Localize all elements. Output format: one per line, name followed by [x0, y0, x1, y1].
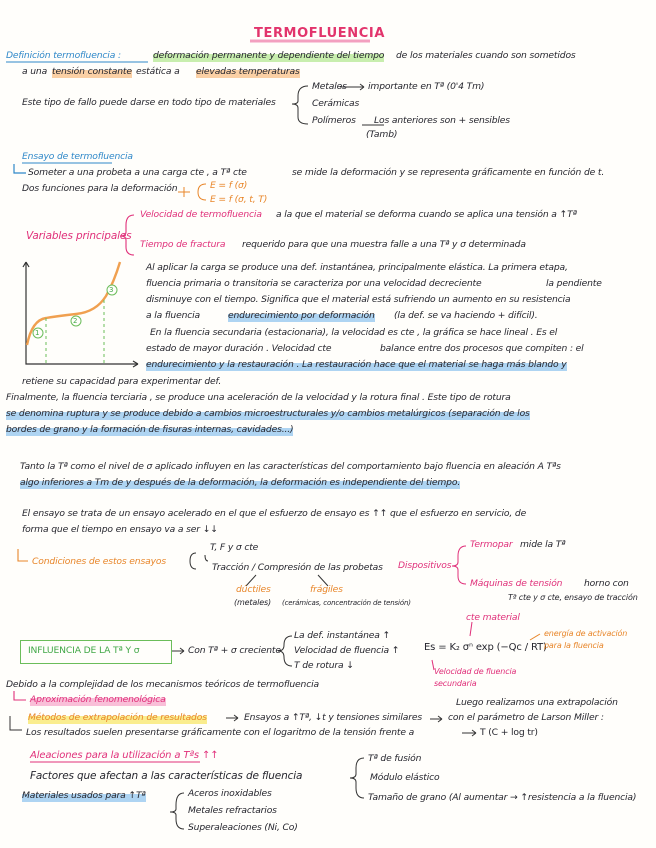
etapas-l8: retiene su capacidad para experimentar def.: [22, 376, 222, 387]
metodos: Métodos de extrapolación de resultados: [28, 712, 207, 723]
condiciones-label: Condiciones de estos ensayos: [32, 556, 166, 567]
luego-l2: con el parámetro de Larson Miller :: [448, 712, 604, 723]
formula-creep: Es = K₂ σⁿ exp (−Qc / RT): [424, 642, 547, 653]
ductiles-label: dúctiles: [236, 584, 271, 595]
ductiles-metales: (metales): [234, 598, 271, 607]
resultados: Los resultados suelen presentarse gráficamente con el logaritmo de la tensión frente a: [26, 727, 415, 738]
polimeros-note: Los anteriores son + sensibles: [374, 115, 510, 126]
larson-miller: T (C + log tr): [480, 727, 538, 738]
metales-label: Metales: [312, 81, 347, 92]
factor-modulo: Módulo elástico: [370, 772, 440, 783]
definicion-text5: estática a: [136, 66, 180, 77]
definicion-text6: elevadas temperaturas: [196, 66, 300, 77]
fragiles-note: (cerámicas, concentración de tensión): [282, 599, 411, 607]
etapas-l1: Al aplicar la carga se produce una def. instantánea, principalmente elástica. La primera etapa,: [146, 262, 568, 273]
stage-3-label: 3: [109, 286, 114, 294]
material-aceros: Aceros inoxidables: [188, 788, 272, 799]
etapas-l10: se denomina ruptura y se produce debido a cambios microestructurales y/o cambios metalúrgicos (separación de los: [6, 408, 530, 419]
variable-tiempo: Tiempo de fractura: [140, 239, 226, 250]
etapas-l6b: balance entre dos procesos que compiten : el: [380, 343, 584, 354]
etapas-l4c: (la def. se va haciendo + difícil).: [394, 310, 538, 321]
etapas-l6: estado de mayor duración . Velocidad cte: [146, 343, 332, 354]
etapas-l9: Finalmente, la fluencia terciaria , se produce una aceleración de la velocidad y la rotura final . Este tipo de rotura: [6, 392, 511, 403]
tanto-l2: algo inferiores a Tm de y después de la deformación, la deformación es independiente del tiempo.: [20, 477, 461, 488]
etapas-l5: En la fluencia secundaria (estacionaria), la velocidad es cte , la gráfica se hace lineal . Es el: [150, 327, 558, 338]
influencia-con: Con Tª + σ creciente: [188, 645, 281, 656]
definicion-text2: de los materiales cuando son sometidos: [396, 50, 576, 61]
definicion-text4: tensión constante: [52, 66, 132, 77]
influencia-def: La def. instantánea ↑: [294, 630, 391, 641]
traccion-label: Tracción / Compresión de las probetas: [212, 562, 383, 573]
definicion-text1: deformación permanente y dependiente del tiempo: [153, 50, 385, 61]
definicion-text3: a una: [22, 66, 48, 77]
etapas-l11: bordes de grano y la formación de fisuras internas, cavidades...): [6, 424, 294, 435]
maquina-note2: Tª cte y σ cte, ensayo de tracción: [508, 593, 638, 602]
cte-material: cte material: [466, 612, 520, 623]
influencia-tr: T de rotura ↓: [294, 660, 354, 671]
acelerado-l2: forma que el tiempo en ensayo va a ser ↓↓: [22, 524, 218, 535]
acelerado-temp: T, F y σ cte: [210, 542, 259, 553]
aleaciones-heading: Aleaciones para la utilización a Tªs ↑↑: [30, 750, 219, 761]
variable-velocidad-note: a la que el material se deforma cuando se aplica una tensión a ↑Tª: [276, 209, 577, 220]
maquina-label: Máquinas de tensión: [470, 578, 563, 589]
dispositivos-label: Dispositivos: [398, 560, 452, 571]
ensayo-heading: Ensayo de termofluencia: [22, 151, 133, 162]
factor-grano: Tamaño de grano (Al aumentar → ↑resistencia a la fluencia): [368, 792, 637, 803]
velocidad-secundaria: Velocidad de fluencia secundaria: [434, 667, 517, 688]
etapas-l2b: la pendiente: [546, 278, 602, 289]
ensayo-line1b: se mide la deformación y se representa gráficamente en función de t.: [292, 167, 605, 178]
ensayo-line2: Dos funciones para la deformación: [22, 183, 178, 194]
creep-graph: [23, 262, 138, 367]
brace-materiales: [292, 86, 308, 124]
variable-tiempo-note: requerido para que una muestra falle a una Tª y σ determinada: [242, 239, 526, 250]
complejidad-l1: Debido a la complejidad de los mecanismos teóricos de termofluencia: [6, 679, 319, 690]
tanto-l1: Tanto la Tª como el nivel de σ aplicado influyen en las características del comportamiento bajo fluencia en aleación A Tªs: [20, 461, 561, 472]
etapas-l7: endurecimiento y la restauración . La restauración hace que el material se haga más blando y: [146, 359, 567, 370]
ceramicas-label: Cerámicas: [312, 98, 360, 109]
aproximacion: Aproximación fenomenológica: [30, 694, 166, 705]
ensayos: Ensayos a ↑Tª, ↓t y tensiones similares: [244, 712, 423, 723]
fallo-text: Este tipo de fallo puede darse en todo tipo de materiales: [22, 97, 276, 108]
etapas-l4b: endurecimiento por deformación: [228, 310, 375, 321]
ensayo-line1: Someter a una probeta a una carga cte , a Tª cte: [28, 167, 247, 178]
page-title: TERMOFLUENCIA: [254, 26, 386, 41]
termopar-label: Termopar: [470, 539, 513, 550]
tamb-label: (Tamb): [366, 129, 398, 140]
fragiles-label: frágiles: [310, 584, 343, 595]
energia-activacion: energía de activación para la fluencia: [544, 629, 628, 650]
etapas-l4: a la fluencia: [146, 310, 201, 321]
metales-note: importante en Tª (0'4 Tm): [368, 81, 485, 92]
luego-l1: Luego realizamos una extrapolación: [456, 697, 618, 708]
material-refractarios: Metales refractarios: [188, 805, 277, 816]
variables-heading: Variables principales: [26, 230, 132, 242]
polimeros-label: Polímeros: [312, 115, 356, 126]
stage-1-label: 1: [35, 329, 40, 337]
termopar-note: mide la Tª: [520, 539, 566, 550]
maquina-note1: horno con: [584, 578, 629, 589]
etapas-l2: fluencia primaria o transitoria se caracteriza por una velocidad decreciente: [146, 278, 482, 289]
material-superaleaciones: Superaleaciones (Ni, Co): [188, 822, 298, 833]
influencia-label: INFLUENCIA DE LA Tª Y σ: [28, 645, 140, 656]
materiales-usados: Materiales usados para ↑Tª: [22, 790, 146, 801]
funcion-2: E = f (σ, t, T): [210, 194, 268, 205]
factor-fusion: Tª de fusión: [368, 753, 422, 764]
influencia-vel: Velocidad de fluencia ↑: [294, 645, 400, 656]
variable-velocidad: Velocidad de termofluencia: [140, 209, 262, 220]
etapas-l3: disminuye con el tiempo. Significa que el material está sufriendo un aumento en su resistencia: [146, 294, 571, 305]
funcion-1: E = f (σ): [210, 180, 248, 191]
stage-2-label: 2: [73, 317, 78, 325]
factores: Factores que afectan a las características de fluencia: [30, 770, 303, 782]
acelerado-l1: El ensayo se trata de un ensayo acelerado en el que el esfuerzo de ensayo es ↑↑ que el esfuerzo en servicio, de: [22, 508, 527, 519]
definicion-label: Definición termofluencia :: [6, 50, 121, 61]
